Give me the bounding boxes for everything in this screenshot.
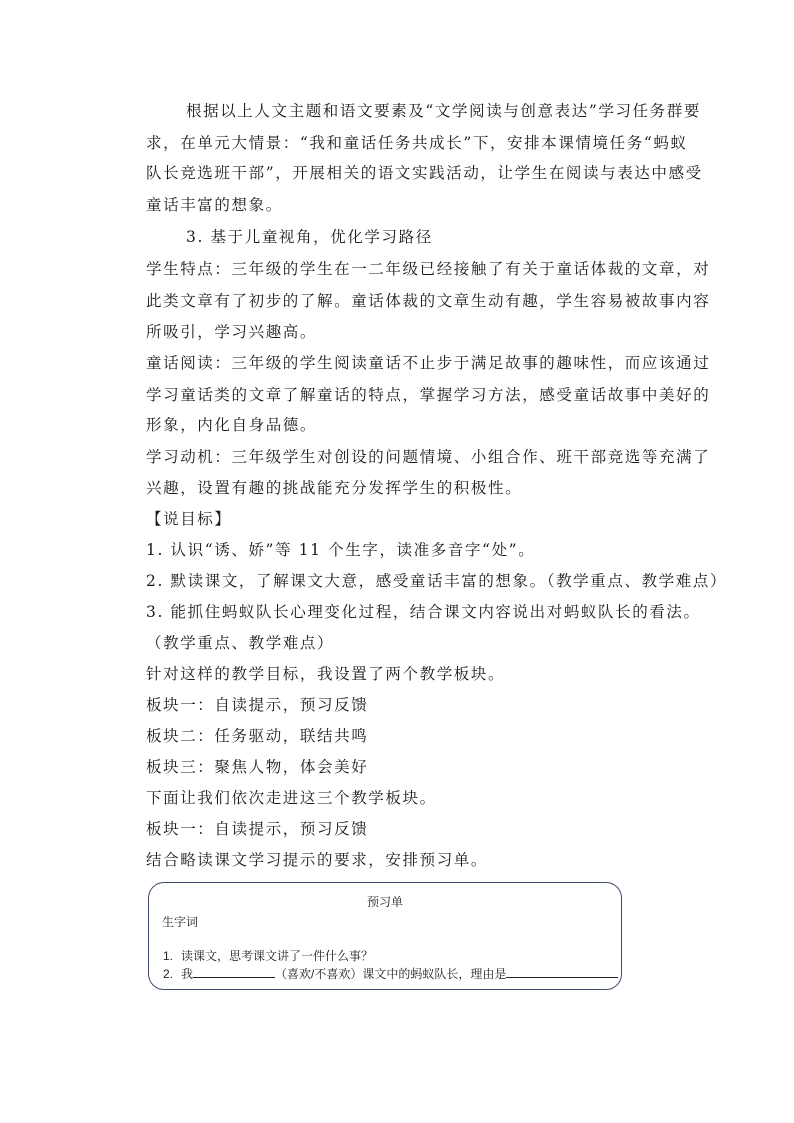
next-line: 下面让我们依次走进这三个教学板块。 bbox=[146, 789, 437, 807]
motivation-line-1: 学习动机：三年级学生对创设的问题情境、小组合作、班干部竞选等充满了 bbox=[146, 448, 711, 466]
question-2 bbox=[163, 965, 618, 982]
arrange-line: 结合略读课文学习提示的要求，安排预习单。 bbox=[146, 851, 489, 869]
preview-sheet-title: 预习单 bbox=[366, 895, 403, 909]
intro-line-4: 童话丰富的想象。 bbox=[146, 196, 283, 214]
question-2-prefix: 我 bbox=[181, 967, 194, 981]
question-2-number: 2. bbox=[163, 967, 174, 981]
goal-item-1: 1. 认识“诱、娇”等 11 个生字，读准多音字“处”。 bbox=[146, 541, 536, 559]
preview-sheet-card bbox=[148, 882, 622, 990]
intro-line-1: 根据以上人文主题和语文要素及“文学阅读与创意表达”学习任务群要 bbox=[186, 102, 701, 120]
goal-item-3: 3. 能抓住蚂蚁队长心理变化过程，结合课文内容说出对蚂蚁队长的看法。 bbox=[146, 603, 701, 621]
goal-item-2: 2. 默读课文，了解课文大意，感受童话丰富的想象。（教学重点、教学难点） bbox=[146, 572, 728, 590]
plan-intro: 针对这样的教学目标，我设置了两个教学板块。 bbox=[146, 665, 506, 683]
block-item-3: 板块三：聚焦人物，体会美好 bbox=[146, 758, 369, 776]
answer-blank-reason[interactable] bbox=[506, 966, 618, 978]
block-1-heading: 板块一：自读提示，预习反馈 bbox=[146, 820, 369, 838]
question-1-number: 1. bbox=[163, 949, 174, 963]
goal-item-3-note: （教学重点、教学难点） bbox=[146, 634, 335, 652]
reading-line-1: 童话阅读：三年级的学生阅读童话不止步于满足故事的趣味性，而应该通过 bbox=[146, 354, 711, 372]
question-1 bbox=[163, 947, 373, 964]
section-heading-3: 3. 基于儿童视角，优化学习路径 bbox=[186, 228, 433, 246]
student-line-1: 学生特点：三年级的学生在一二年级已经接触了有关于童话体裁的文章，对 bbox=[146, 260, 711, 278]
goals-heading: 【说目标】 bbox=[146, 510, 232, 528]
answer-blank-choice[interactable] bbox=[193, 966, 275, 978]
question-2-middle: （喜欢/不喜欢）课文中的蚂蚁队长，理由是 bbox=[275, 967, 507, 981]
preview-sheet-subtitle: 生字词 bbox=[162, 915, 199, 929]
reading-line-3: 形象，内化自身品德。 bbox=[146, 416, 318, 434]
student-line-2: 此类文章有了初步的了解。童话体裁的文章生动有趣，学生容易被故事内容 bbox=[146, 292, 711, 310]
question-1-text: 读课文，思考课文讲了一件什么事？ bbox=[181, 949, 374, 963]
intro-line-2: 求，在单元大情景：“我和童话任务共成长”下，安排本课情境任务“蚂蚁 bbox=[146, 134, 688, 152]
block-item-1: 板块一：自读提示，预习反馈 bbox=[146, 696, 369, 714]
student-line-3: 所吸引，学习兴趣高。 bbox=[146, 323, 318, 341]
intro-line-3: 队长竞选班干部”，开展相关的语文实践活动，让学生在阅读与表达中感受 bbox=[146, 164, 703, 182]
reading-line-2: 学习童话类的文章了解童话的特点，掌握学习方法，感受童话故事中美好的 bbox=[146, 386, 711, 404]
block-item-2: 板块二：任务驱动，联结共鸣 bbox=[146, 727, 369, 745]
motivation-line-2: 兴趣，设置有趣的挑战能充分发挥学生的积极性。 bbox=[146, 479, 523, 497]
